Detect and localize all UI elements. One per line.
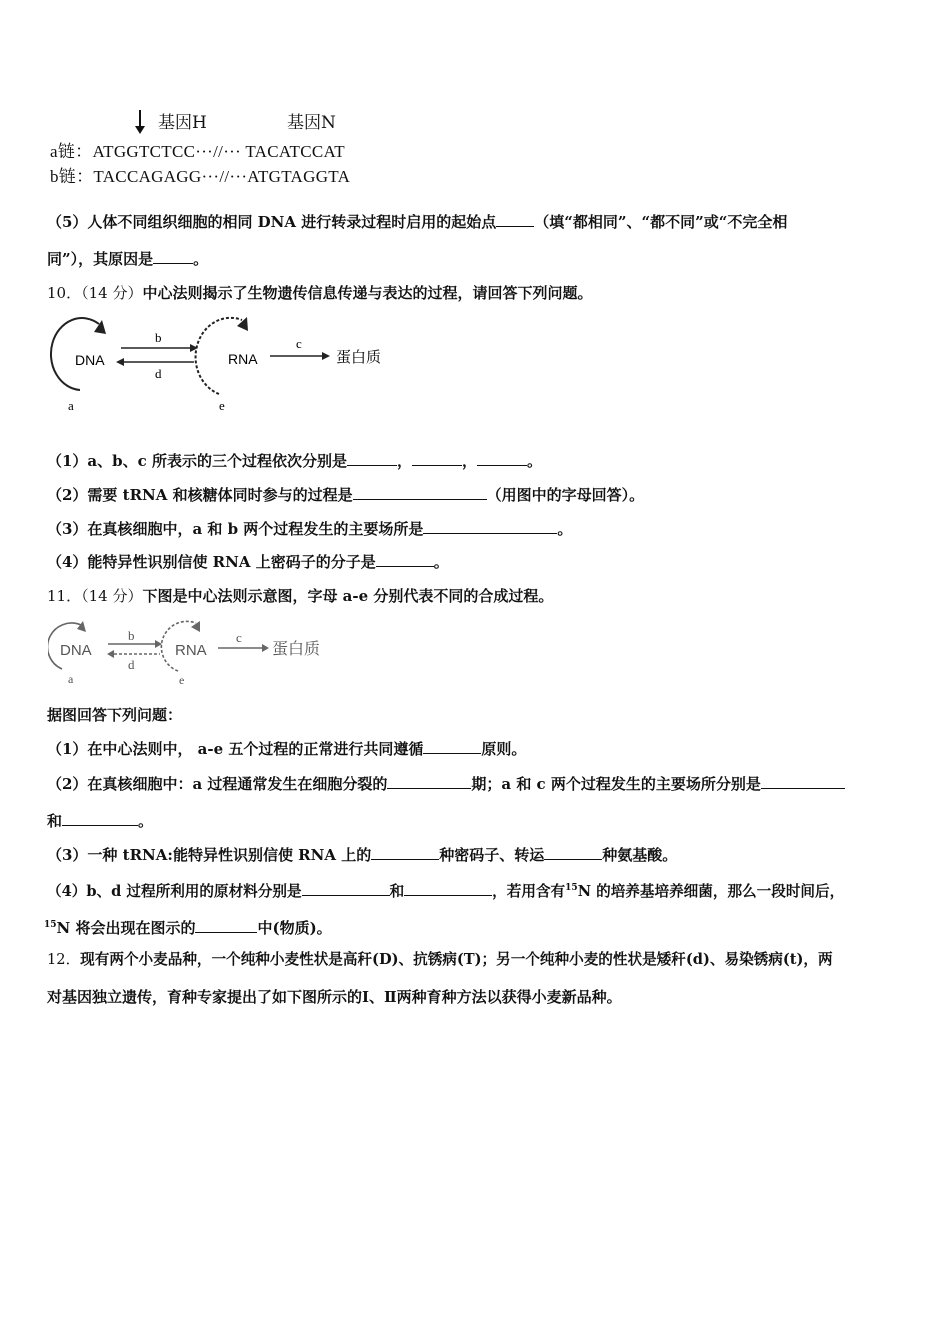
- label-e: e: [219, 398, 225, 412]
- gene-n-label: 基因N: [287, 113, 336, 133]
- answer-blank[interactable]: [496, 211, 534, 227]
- q12-line1: 12．现有两个小麦品种，一个纯种小麦性状是高秆(D)、抗锈病(T)；另一个纯种小麦的性状是矮秆(d)、易染锈病(t)，两: [47, 951, 833, 968]
- q9-5-line1: （5）人体不同组织细胞的相同 DNA 进行转录过程时启用的起始点 （填“都相同”、“都不同”或“不完全相: [47, 213, 788, 231]
- answer-blank[interactable]: [195, 917, 257, 933]
- answer-blank[interactable]: [387, 773, 471, 789]
- question-number: 10．: [47, 284, 82, 302]
- q11-part2-line1: （2）在真核细胞中：a 过程通常发生在细胞分裂的 期；a 和 c 两个过程发生的主要场所分别是: [47, 773, 845, 794]
- answer-blank[interactable]: [153, 248, 193, 264]
- label-a: a: [68, 672, 74, 686]
- gene-h-label: 基因H: [158, 113, 207, 133]
- q10-part4: （4）能特异性识别信使 RNA 上密码子的分子是 。: [47, 553, 449, 571]
- answer-blank[interactable]: [347, 450, 397, 466]
- chain-a: a链：ATGGTCTCC···//··· TACATCCAT: [50, 142, 345, 161]
- down-arrow-icon: [132, 108, 152, 136]
- answer-blank[interactable]: [371, 844, 439, 860]
- q11-part2-line2: 和 。: [47, 812, 154, 830]
- rna-label: RNA: [175, 642, 207, 659]
- q10-part3: （3）在真核细胞中，a 和 b 两个过程发生的主要场所是 。: [47, 520, 573, 538]
- question-number: 12．: [47, 951, 81, 968]
- answer-blank[interactable]: [761, 773, 845, 789]
- label-c: c: [236, 630, 242, 645]
- answer-blank[interactable]: [477, 450, 527, 466]
- central-dogma-diagram-1: [44, 312, 394, 412]
- label-b: b: [155, 330, 162, 345]
- answer-blank[interactable]: [376, 551, 434, 567]
- label-c: c: [296, 336, 302, 351]
- answer-blank[interactable]: [423, 738, 481, 754]
- q11-part4-line1: （4）b、d 过程所利用的原材料分别是 和 ，若用含有$^{15}$N 的培养基培养细菌，那么一段时间后，: [47, 878, 844, 902]
- answer-blank[interactable]: [412, 450, 462, 466]
- label-b: b: [128, 628, 135, 643]
- q11-part1: （1）在中心法则中， a-e 五个过程的正常进行共同遵循 原则。: [47, 740, 527, 758]
- answer-blank[interactable]: [423, 518, 557, 534]
- q10-stem: 10．（14 分）中心法则揭示了生物遗传信息传递与表达的过程，请回答下列问题。: [47, 284, 593, 302]
- q9-5-line2: 同”），其原因是 。: [47, 250, 209, 268]
- label-d: d: [155, 366, 162, 381]
- protein-label: 蛋白质: [272, 639, 321, 658]
- q11-intro: 据图回答下列问题：: [47, 706, 183, 724]
- rna-label: RNA: [228, 351, 258, 367]
- answer-blank[interactable]: [353, 484, 487, 500]
- answer-blank[interactable]: [62, 810, 138, 826]
- answer-blank[interactable]: [544, 844, 602, 860]
- dna-label: DNA: [60, 642, 92, 659]
- question-number: 11．: [47, 587, 82, 605]
- protein-label: 蛋白质: [336, 348, 382, 366]
- question-score: （14 分）: [81, 587, 143, 605]
- q10-part1: （1）a、b、c 所表示的三个过程依次分别是 ， ， 。: [47, 452, 543, 470]
- q12-line2: 对基因独立遗传，育种专家提出了如下图所示的Ⅰ、Ⅱ两种育种方法以获得小麦新品种。: [47, 988, 622, 1006]
- answer-blank[interactable]: [404, 880, 492, 896]
- central-dogma-diagram-2: [48, 617, 348, 687]
- answer-blank[interactable]: [302, 880, 390, 896]
- q11-part4-line2: $^{15}$N 将会出现在图示的 中(物质)。: [44, 919, 332, 937]
- q11-part3: （3）一种 tRNA:能特异性识别信使 RNA 上的 种密码子、转运 种氨基酸。: [47, 846, 678, 864]
- dna-label: DNA: [75, 352, 105, 368]
- label-d: d: [128, 657, 135, 672]
- q11-stem: 11．（14 分）下图是中心法则示意图，字母 a-e 分别代表不同的合成过程。: [47, 587, 554, 605]
- label-a: a: [68, 398, 74, 412]
- question-score: （14 分）: [81, 284, 143, 302]
- label-e: e: [179, 673, 185, 687]
- q10-part2: （2）需要 tRNA 和核糖体同时参与的过程是 （用图中的字母回答）。: [47, 486, 645, 504]
- chain-b: b链：TACCAGAGG···//···ATGTAGGTA: [50, 167, 351, 186]
